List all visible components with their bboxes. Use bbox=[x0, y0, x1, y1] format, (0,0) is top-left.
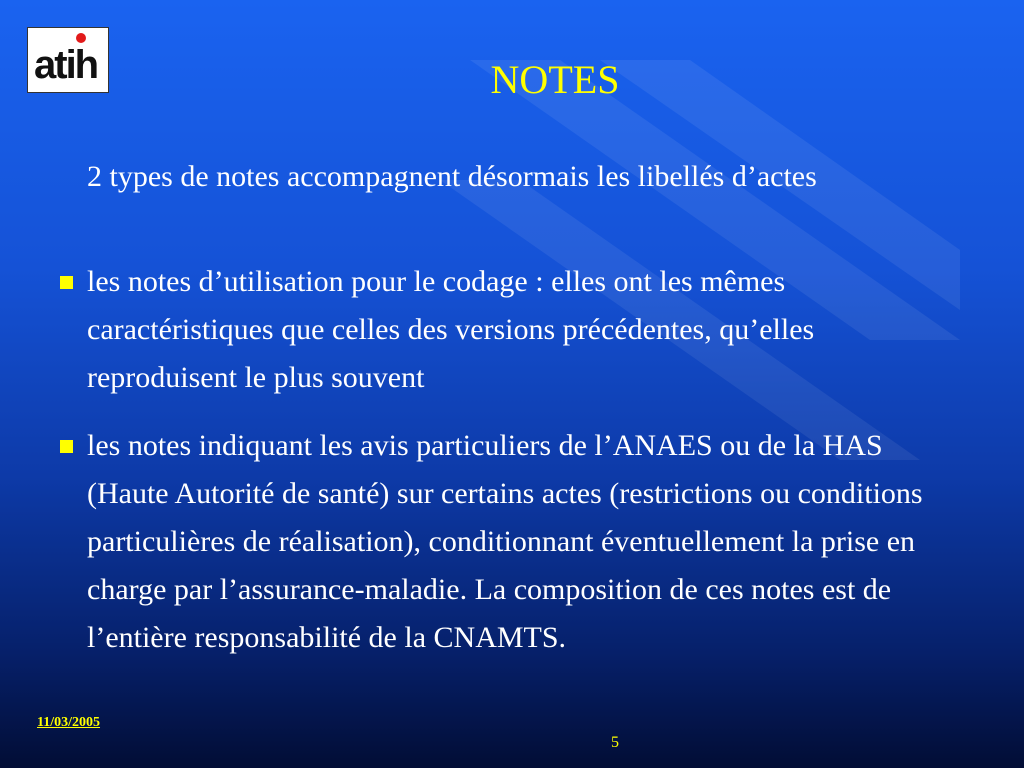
bullet-list bbox=[56, 258, 966, 662]
svg-text:atih: atih bbox=[34, 43, 98, 87]
page-number: 5 bbox=[611, 734, 619, 751]
bullet-square-icon bbox=[60, 440, 73, 453]
intro-text: 2 types de notes accompagnent désormais les libellés d’actes bbox=[87, 160, 817, 193]
bullet-square-icon bbox=[60, 276, 73, 289]
bullet-item bbox=[56, 422, 966, 662]
slide-title: NOTES bbox=[490, 57, 620, 102]
bullet-item bbox=[56, 258, 966, 402]
bullet-text: les notes d’utilisation pour le codage : elles ont les mêmes caractéristiques que celles des versions précédentes, qu’elles reproduisent le plus souvent bbox=[87, 265, 815, 394]
footer-date: 11/03/2005 bbox=[37, 715, 101, 730]
bullet-text: les notes indiquant les avis particuliers de l’ANAES ou de la HAS (Haute Autorité de santé) sur certains actes (restrictions ou conditions particulières de réalisation), conditionnant éventuellement la prise en charge par l’assurance-maladie. La composition de ces notes est de l’entière responsabilité de la CNAMTS. bbox=[87, 429, 923, 654]
